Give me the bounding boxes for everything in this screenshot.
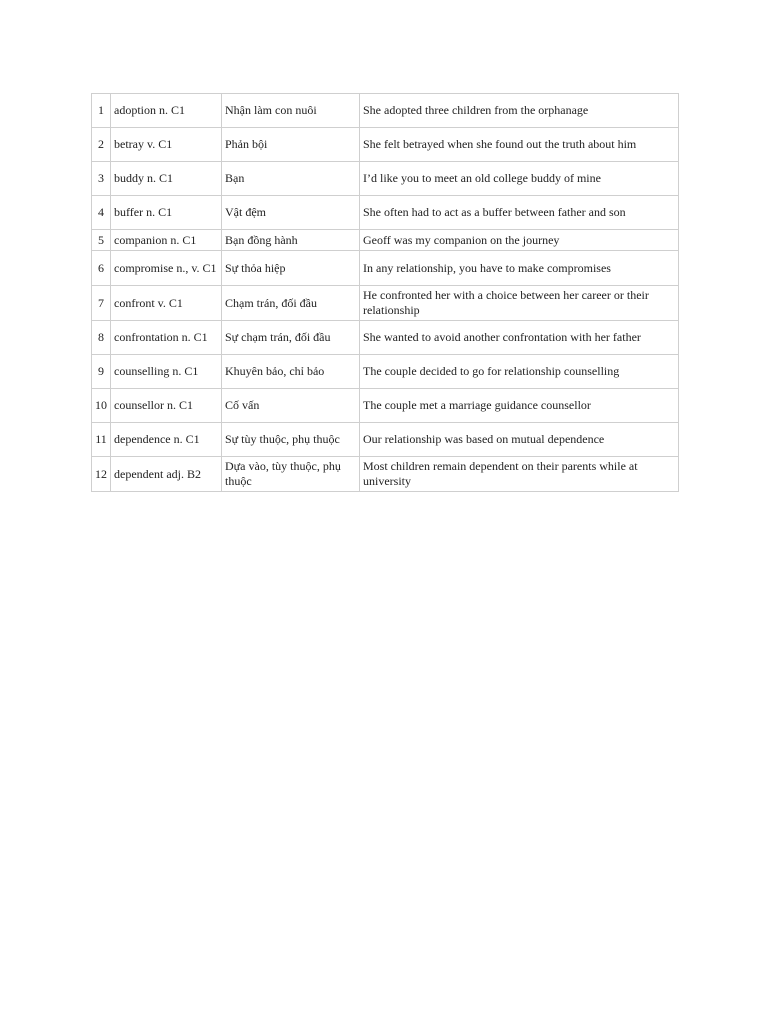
vocab-meaning: Bạn đồng hành [222,230,360,251]
row-number: 2 [92,128,111,162]
table-row [92,286,679,321]
vocab-meaning: Chạm trán, đối đầu [222,286,360,321]
row-number: 5 [92,230,111,251]
vocab-word: betray v. C1 [111,128,222,162]
vocab-example: Our relationship was based on mutual dependence [360,423,679,457]
vocab-meaning: Sự chạm trán, đối đầu [222,321,360,355]
row-number: 11 [92,423,111,457]
row-number: 9 [92,355,111,389]
vocab-meaning: Phản bội [222,128,360,162]
row-number: 10 [92,389,111,423]
vocab-meaning: Nhận làm con nuôi [222,94,360,128]
vocab-word: dependent adj. B2 [111,457,222,492]
vocab-word: buddy n. C1 [111,162,222,196]
row-number: 4 [92,196,111,230]
vocab-word: dependence n. C1 [111,423,222,457]
row-number: 6 [92,251,111,286]
table-row [92,355,679,389]
vocab-example: He confronted her with a choice between her career or their relationship [360,286,679,321]
vocab-word: adoption n. C1 [111,94,222,128]
vocab-meaning: Cố vấn [222,389,360,423]
table-row [92,196,679,230]
vocabulary-table [91,93,679,492]
vocab-word: counsellor n. C1 [111,389,222,423]
vocab-example: The couple met a marriage guidance counsellor [360,389,679,423]
vocab-meaning: Dựa vào, tùy thuộc, phụ thuộc [222,457,360,492]
table-row [92,321,679,355]
table-row [92,457,679,492]
vocab-example: I’d like you to meet an old college buddy of mine [360,162,679,196]
vocab-example: She felt betrayed when she found out the truth about him [360,128,679,162]
row-number: 12 [92,457,111,492]
vocab-example: She adopted three children from the orphanage [360,94,679,128]
table-row [92,423,679,457]
vocab-example: She wanted to avoid another confrontation with her father [360,321,679,355]
row-number: 7 [92,286,111,321]
vocab-example: Most children remain dependent on their parents while at university [360,457,679,492]
row-number: 8 [92,321,111,355]
vocab-word: confrontation n. C1 [111,321,222,355]
vocab-example: In any relationship, you have to make compromises [360,251,679,286]
table-row [92,251,679,286]
row-number: 1 [92,94,111,128]
vocab-meaning: Khuyên bảo, chỉ bảo [222,355,360,389]
vocab-word: compromise n., v. C1 [111,251,222,286]
vocab-example: The couple decided to go for relationship counselling [360,355,679,389]
vocab-meaning: Sự thỏa hiệp [222,251,360,286]
vocab-meaning: Bạn [222,162,360,196]
row-number: 3 [92,162,111,196]
vocab-meaning: Vật đệm [222,196,360,230]
vocab-meaning: Sự tùy thuộc, phụ thuộc [222,423,360,457]
vocab-word: confront v. C1 [111,286,222,321]
table-row [92,94,679,128]
table-row [92,230,679,251]
vocab-word: buffer n. C1 [111,196,222,230]
table-row [92,162,679,196]
vocab-word: companion n. C1 [111,230,222,251]
vocab-word: counselling n. C1 [111,355,222,389]
vocab-example: She often had to act as a buffer between father and son [360,196,679,230]
vocab-example: Geoff was my companion on the journey [360,230,679,251]
table-row [92,128,679,162]
table-row [92,389,679,423]
